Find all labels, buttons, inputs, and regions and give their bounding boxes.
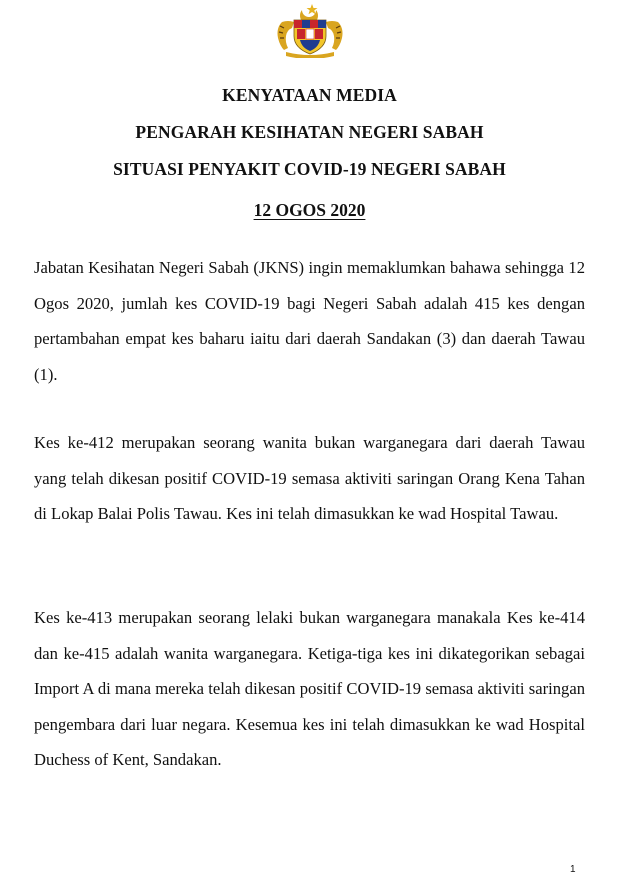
paragraph-cases-413-415: Kes ke-413 merupakan seorang lelaki bukan warganegara manakala Kes ke-414 dan ke-415 adalah wanita warganegara. Ketiga-tiga kes ini dikategorikan sebagai Import A di mana mereka telah dikesan positif COVID-19 semasa aktiviti saringan pengembara dari luar negara. Kesemua kes ini telah dimasukkan ke wad Hospital Duchess of Kent, Sandakan. <box>34 608 585 769</box>
statement-date: 12 OGOS 2020 <box>253 200 366 220</box>
title-line-situation: SITUASI PENYAKIT COVID-19 NEGERI SABAH <box>113 159 506 179</box>
page-number: 1 <box>570 864 576 875</box>
paragraph-case-412: Kes ke-412 merupakan seorang wanita bukan warganegara dari daerah Tawau yang telah dikesan positif COVID-19 semasa aktiviti saringan Orang Kena Tahan di Lokap Balai Polis Tawau. Kes ini telah dimasukkan ke wad Hospital Tawau. <box>34 433 585 523</box>
title-block <box>0 77 619 188</box>
title-line-director: PENGARAH KESIHATAN NEGERI SABAH <box>135 122 484 142</box>
malaysia-coat-of-arms-icon <box>268 2 352 58</box>
title-line-media-statement: KENYATAAN MEDIA <box>222 85 397 105</box>
paragraph-summary: Jabatan Kesihatan Negeri Sabah (JKNS) ingin memaklumkan bahawa sehingga 12 Ogos 2020, jumlah kes COVID-19 bagi Negeri Sabah adalah 415 kes dengan pertambahan empat kes baharu iaitu dari daerah Sandakan (3) dan daerah Tawau (1). <box>34 258 585 384</box>
